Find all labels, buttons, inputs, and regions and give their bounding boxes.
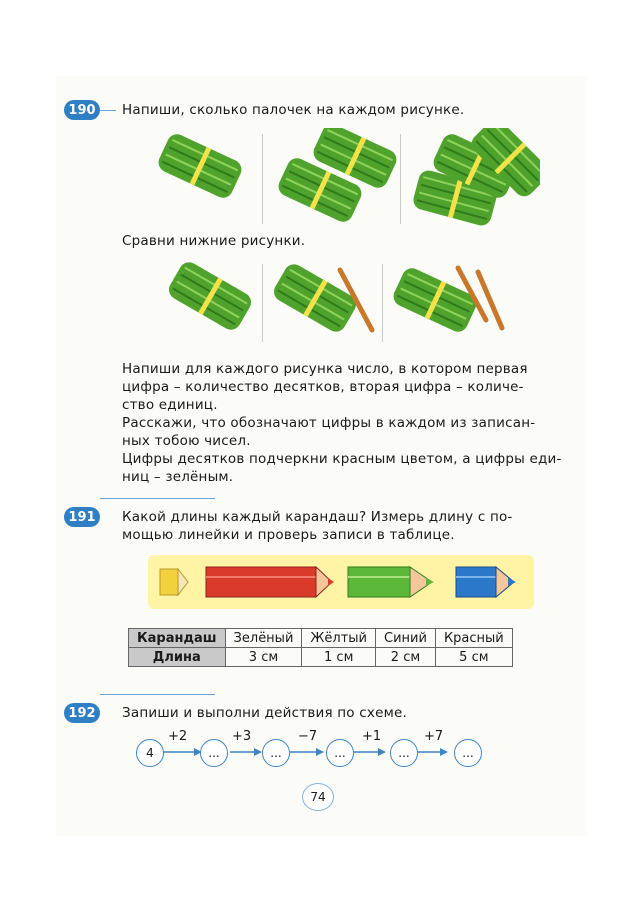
compare-instruction: Сравни нижние рисунки.	[122, 233, 306, 249]
task-number-badge-192: 192	[64, 703, 100, 723]
task-191-line-1: Какой длины каждый карандаш? Измерь длину с по-	[122, 509, 513, 525]
page-number: 74	[302, 783, 334, 811]
red-pencil	[206, 567, 334, 597]
pencils-illustration	[148, 555, 534, 609]
para-line-5: ных тобою чисел.	[122, 433, 251, 449]
scheme-node-1: ...	[200, 739, 228, 767]
table-header-pencil: Карандаш	[129, 629, 226, 648]
para-line-4: Расскажи, что обозначают цифры в каждом из записан-	[122, 415, 536, 431]
scheme-node-3: ...	[326, 739, 354, 767]
para-line-3: ство единиц.	[122, 397, 218, 413]
scheme-op-4: +1	[362, 729, 382, 744]
para-line-2: цифра – количество десятков, вторая цифра – количе-	[122, 379, 524, 395]
yellow-pencil	[160, 569, 188, 595]
scheme-op-5: +7	[424, 729, 444, 744]
task-191-line-2: мощью линейки и проверь записи в таблице.	[122, 527, 455, 543]
pencil-length-table	[128, 628, 513, 667]
table-cell-green-length: 3 см	[225, 648, 302, 667]
table-cell-red-length: 5 см	[435, 648, 512, 667]
table-col-green: Зелёный	[225, 629, 302, 648]
table-cell-yellow-length: 1 см	[302, 648, 376, 667]
top-bundles-illustration	[140, 128, 540, 228]
scheme-node-5: ...	[454, 739, 482, 767]
separator	[382, 264, 383, 342]
table-col-yellow: Жёлтый	[302, 629, 376, 648]
bundle-1	[155, 131, 244, 201]
table-header-length: Длина	[129, 648, 226, 667]
task-number-badge-190: 190	[64, 100, 100, 120]
scheme-node-4: ...	[390, 739, 418, 767]
scheme-op-3: −7	[298, 729, 318, 744]
para-line-7: ниц – зелёным.	[122, 469, 234, 485]
task-190-instruction: Напиши, сколько палочек на каждом рисунке.	[122, 102, 465, 118]
scheme-op-1: +2	[168, 729, 188, 744]
badge-rule	[100, 110, 116, 111]
table-col-blue: Синий	[376, 629, 436, 648]
scheme-arrows	[140, 732, 500, 772]
scheme-node-2: ...	[262, 739, 290, 767]
task-number-badge-191: 191	[64, 507, 100, 527]
blue-pencil	[456, 567, 516, 597]
task-rule	[100, 694, 215, 695]
scheme-start-node: 4	[136, 739, 164, 767]
para-line-6: Цифры десятков подчеркни красным цветом, а цифры еди-	[122, 451, 562, 467]
separator	[400, 134, 401, 224]
stick	[478, 272, 502, 328]
scheme-op-2: +3	[232, 729, 252, 744]
bottom-bundles-illustration	[140, 256, 540, 346]
para-line-1: Напиши для каждого рисунка число, в котором первая	[122, 361, 528, 377]
table-col-red: Красный	[435, 629, 512, 648]
table-cell-blue-length: 2 см	[376, 648, 436, 667]
task-192-instruction: Запиши и выполни действия по схеме.	[122, 705, 407, 721]
green-pencil	[348, 567, 434, 597]
separator	[262, 264, 263, 342]
task-rule	[100, 498, 215, 499]
separator	[262, 134, 263, 224]
